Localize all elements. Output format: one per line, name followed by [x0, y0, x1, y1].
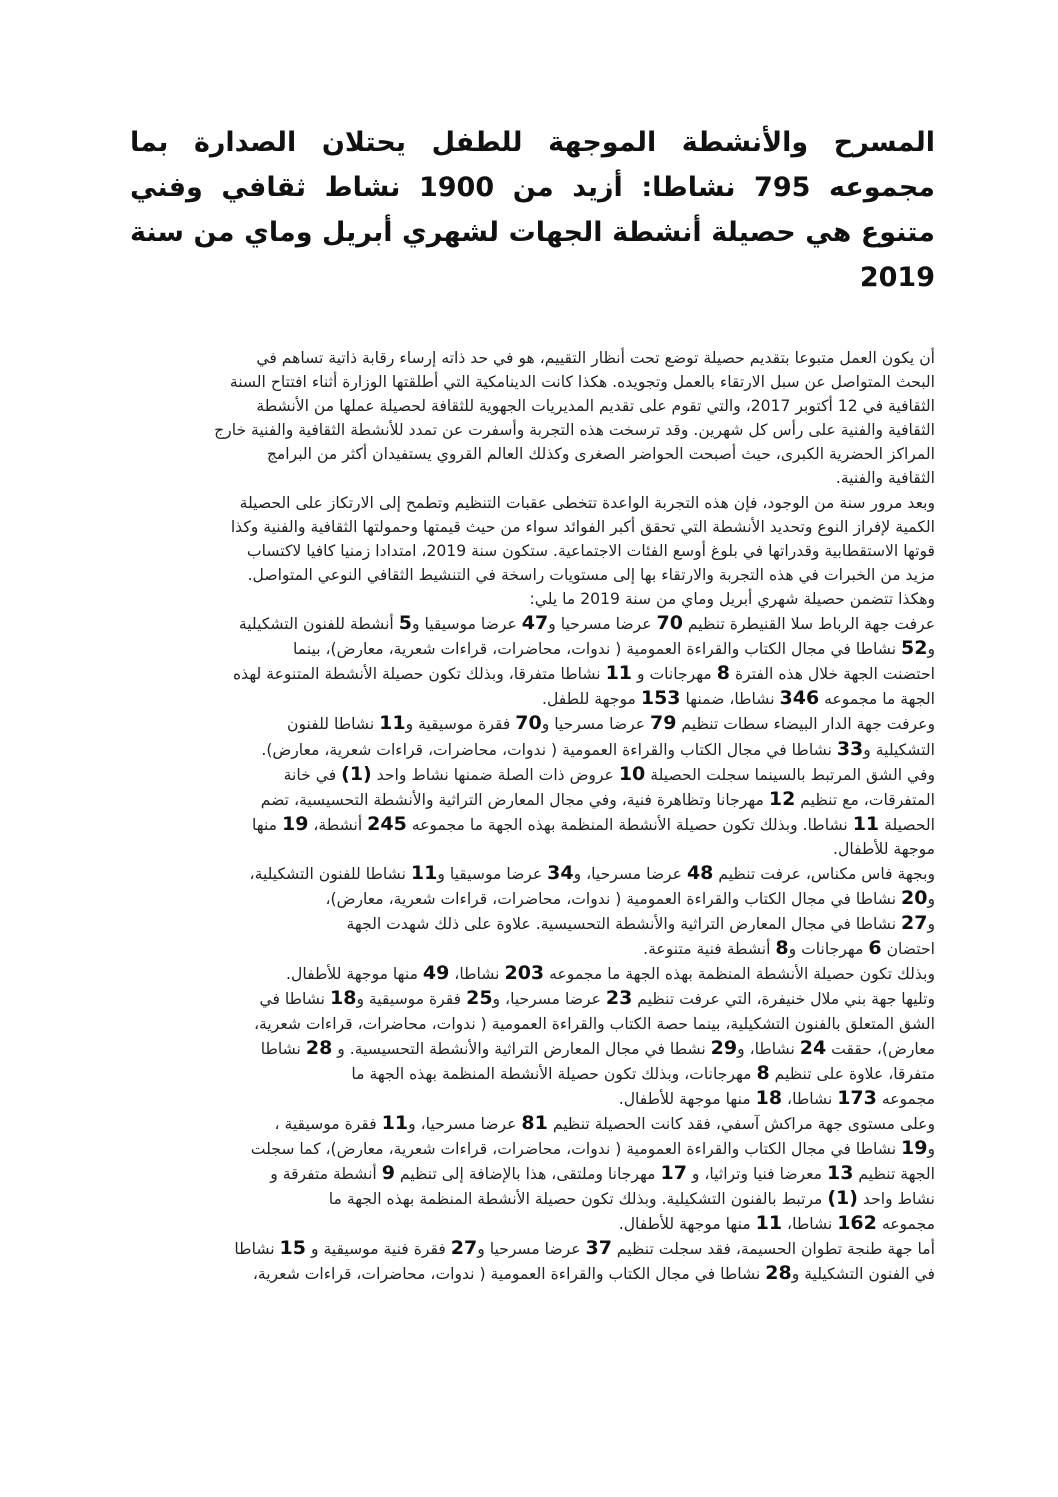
bold-number: 11	[379, 712, 406, 735]
bold-number: 49	[422, 962, 450, 985]
bold-number: 17	[660, 1162, 687, 1185]
bold-number: 8	[716, 662, 730, 685]
body-line: نشاط واحد (1) مرتبط بالفنون التشكيلية. وبذلك تكون حصيلة الأنشطة المنظمة بهذه الجهة ما	[328, 1187, 935, 1210]
body-line: و20 نشاطا في مجال الكتاب والقراءة العمومية ( ندوات، محاضرات، قراءات شعرية، معارض)،	[325, 887, 935, 910]
bold-number: 23	[605, 987, 633, 1010]
bold-number: 11	[852, 812, 880, 835]
bold-number: 24	[799, 1036, 827, 1059]
bold-number: 11	[605, 662, 633, 685]
bold-number: 173	[837, 1086, 877, 1109]
body-line: وفي الشق المرتبط بالسينما سجلت الحصيلة 10 عروض ذات الصلة ضمنها نشاط واحد (1) في خانة	[283, 762, 935, 785]
body-line: مزيد من الخبرات في هذه التجربة والارتقاء بها إلى مستويات راسخة في التنشيط الثقافي النوعي المتواصل.	[247, 565, 935, 584]
body-line: الشق المتعلق بالفنون التشكيلية، بينما حصة الكتاب والقراءة العمومية ( ندوات، محاضرات، قراءات شعرية،	[254, 1014, 935, 1033]
body-line: متفرقا، علاوة على تنظيم 8 مهرجانات، وبذلك تكون حصيلة الأنشطة المنظمة بهذه الجهة ما	[351, 1061, 935, 1084]
body-line: أما جهة طنجة تطوان الحسيمة، فقد سجلت تنظيم 37 عرضا مسرحيا و27 فقرة فنية موسيقية و 15 نشاطا	[234, 1237, 935, 1260]
bold-number: 48	[686, 861, 714, 884]
body-line: الجهة ما مجموعه 346 نشاطا، ضمنها 153 موجهة للطفل.	[541, 687, 935, 710]
bold-number: 27	[450, 1237, 478, 1260]
bold-number: 81	[521, 1111, 548, 1134]
bold-number: 19	[281, 812, 309, 835]
body-line: البحث المتواصل عن سبل الارتقاء بالعمل وتجويده. هكذا كانت الدينامكية التي أطلقتها الوزارة أثناء افتتاح السنة	[229, 373, 935, 392]
body-line: معارض)، حققت 24 نشاطا، و29 نشطا في مجال المعارض التراثية والأنشطة التحسيسية. و 28 نشاطا	[260, 1036, 935, 1059]
bold-number: 27	[901, 912, 928, 935]
bold-number: 11	[381, 1111, 409, 1134]
body-line: الكمية لإفراز النوع وتحديد الأنشطة التي تحقق أكبر الفوائد سواء من حيث قيمتها وحمولتها الثقافية والفنية وكذا	[230, 517, 935, 536]
body-line: الثقافية والفنية.	[835, 469, 935, 488]
bold-number: 162	[837, 1212, 877, 1235]
body-line: عرفت جهة الرباط سلا القنيطرة تنظيم 70 عرضا مسرحيا و47 عرضا موسيقيا و5 أنشطة للفنون التشكيلية	[238, 612, 935, 635]
bold-number: 6	[868, 937, 882, 960]
bold-number: 12	[768, 787, 796, 810]
body-line: الثقافية في 12 أكتوبر 2017، والتي تقوم على تقديم المديريات الجهوية للثقافة لحصيلة عملها من الأنشطة	[256, 397, 935, 416]
bold-number: 79	[649, 712, 677, 735]
body-line: مجموعه 173 نشاطا، 18 منها موجهة للأطفال.	[618, 1086, 935, 1109]
bold-number: 9	[381, 1162, 395, 1185]
body-line: موجهة للأطفال.	[833, 839, 935, 858]
body-line: وهكذا تتضمن حصيلة شهري أبريل وماي من سنة 2019 ما يلي:	[529, 589, 935, 608]
body-line: التشكيلية و33 نشاطا في مجال الكتاب والقراءة العمومية ( ندوات، محاضرات، قراءات شعرية، معارض).	[261, 737, 935, 760]
body-line: المتفرقات، مع تنظيم 12 مهرجانا وتظاهرة فنية، وفي مجال المعارض التراثية والأنشطة التحسيسية، تضم	[260, 787, 935, 810]
bold-number: 203	[504, 962, 545, 985]
document-page	[130, 120, 935, 1287]
bold-number: 37	[585, 1237, 612, 1260]
body-line: وبذلك تكون حصيلة الأنشطة المنظمة بهذه الجهة ما مجموعه 203 نشاطا، 49 منها موجهة للأطفال.	[286, 962, 935, 985]
bold-number: 70	[515, 712, 542, 735]
document-body	[130, 346, 935, 1287]
bold-number: 346	[779, 687, 820, 710]
body-line: وعرفت جهة الدار البيضاء سطات تنظيم 79 عرضا مسرحيا و70 فقرة موسيقية و11 نشاطا للفنون	[287, 712, 935, 735]
body-line: وبجهة فاس مكناس، عرفت تنظيم 48 عرضا مسرحيا، و34 عرضا موسيقيا و11 نشاطا للفنون التشكيلية،	[249, 861, 935, 884]
body-line: و27 نشاطا في مجال المعارض التراثية والأنشطة التحسيسية. علاوة على ذلك شهدت الجهة	[346, 912, 935, 935]
bold-number: 10	[618, 762, 646, 785]
bold-number: 11	[755, 1212, 783, 1235]
bold-number: 28	[305, 1036, 333, 1059]
bold-number: 13	[827, 1162, 854, 1185]
bold-number: 11	[410, 861, 438, 884]
bold-number: 18	[755, 1086, 783, 1109]
bold-number: 29	[710, 1036, 738, 1059]
bold-number: 153	[640, 687, 681, 710]
bold-number: 245	[367, 812, 407, 835]
bold-number: 47	[521, 612, 549, 635]
bold-number: 33	[836, 737, 864, 760]
bold-number: 34	[547, 861, 574, 884]
bold-number: 18	[329, 987, 357, 1010]
body-line: الثقافية والفنية على رأس كل شهرين. وقد ترسخت هذه التجربة وأسفرت عن تمدد للأنشطة الثقافية والفنية خارج	[214, 421, 935, 440]
bold-number: 5	[398, 612, 412, 635]
bold-number: 70	[656, 612, 683, 635]
body-line: وتليها جهة بني ملال خنيفرة، التي عرفت تنظيم 23 عرضا مسرحيا، و25 فقرة موسيقية و18 نشاطا في	[259, 987, 935, 1010]
body-line: مجموعه 162 نشاطا، 11 منها موجهة للأطفال.	[618, 1212, 935, 1235]
body-line: قوتها الاستقطابية وقدراتها في بلوغ أوسع الفئات الاجتماعية. ستكون سنة 2019، امتدادا زمنيا كافيا لاكتساب	[246, 541, 935, 560]
bold-number: 8	[775, 937, 789, 960]
bold-number: 15	[279, 1237, 306, 1260]
bold-number: 19	[901, 1137, 928, 1159]
body-line: و19 نشاطا في مجال الكتاب والقراءة العمومية ( ندوات، محاضرات، قراءات شعرية، معارض)، كما سجلت	[250, 1137, 935, 1159]
body-line: احتضان 6 مهرجانات و8 أنشطة فنية متنوعة.	[643, 937, 935, 960]
body-line: في الفنون التشكيلية و28 نشاطا في مجال الكتاب والقراءة العمومية ( ندوات، محاضرات، قراءات شعرية،	[252, 1262, 935, 1285]
bold-number: 52	[901, 637, 928, 660]
bold-number: 28	[765, 1262, 792, 1285]
body-line: و52 نشاطا في مجال الكتاب والقراءة العمومية ( ندوات، محاضرات، قراءات شعرية، معارض)، بينما	[293, 637, 935, 660]
bold-number: (1)	[827, 1187, 858, 1210]
document-title: المسرح والأنشطة الموجهة للطفل يحتلان الصدارة بما مجموعه 795 نشاطا: أزيد من 1900 نشاط ثقافي وفني متنوع هي حصيلة أنشطة الجهات لشهري أبريل وماي من سنة 2019	[130, 127, 936, 293]
body-line: احتضنت الجهة خلال هذه الفترة 8 مهرجانات و 11 نشاطا متفرقا، وبذلك تكون حصيلة الأنشطة المتنوعة لهذه	[233, 662, 935, 685]
bold-number: (1)	[341, 762, 372, 785]
bold-number: 20	[901, 887, 928, 910]
body-line: وعلى مستوى جهة مراكش آسفي، فقد كانت الحصيلة تنظيم 81 عرضا مسرحيا، و11 فقرة موسيقية ،	[274, 1111, 935, 1134]
body-line: الحصيلة 11 نشاطا. وبذلك تكون حصيلة الأنشطة المنظمة بهذه الجهة ما مجموعه 245 أنشطة، 19 منها	[252, 812, 935, 835]
bold-number: 8	[756, 1061, 770, 1084]
body-line: أن يكون العمل متبوعا بتقديم حصيلة توضع تحت أنظار التقييم، هو في حد ذاته إرساء رقابة ذاتية تساهم في	[256, 349, 935, 367]
body-line: الجهة تنظيم 13 معرضا فنيا وتراثيا، و 17 مهرجانا وملتقى، هذا بالإضافة إلى تنظيم 9 أنشطة متفرقة و	[270, 1162, 935, 1185]
body-line: وبعد مرور سنة من الوجود، فإن هذه التجربة الواعدة تتخطى عقبات التنظيم وتطمح إلى الارتكاز على الحصيلة	[239, 493, 935, 512]
body-line: المراكز الحضرية الكبرى، حيث أصبحت الحواضر الصغرى وكذلك العالم القروي يستفيدان أكثر من البرامج	[266, 445, 935, 464]
bold-number: 25	[466, 987, 493, 1010]
